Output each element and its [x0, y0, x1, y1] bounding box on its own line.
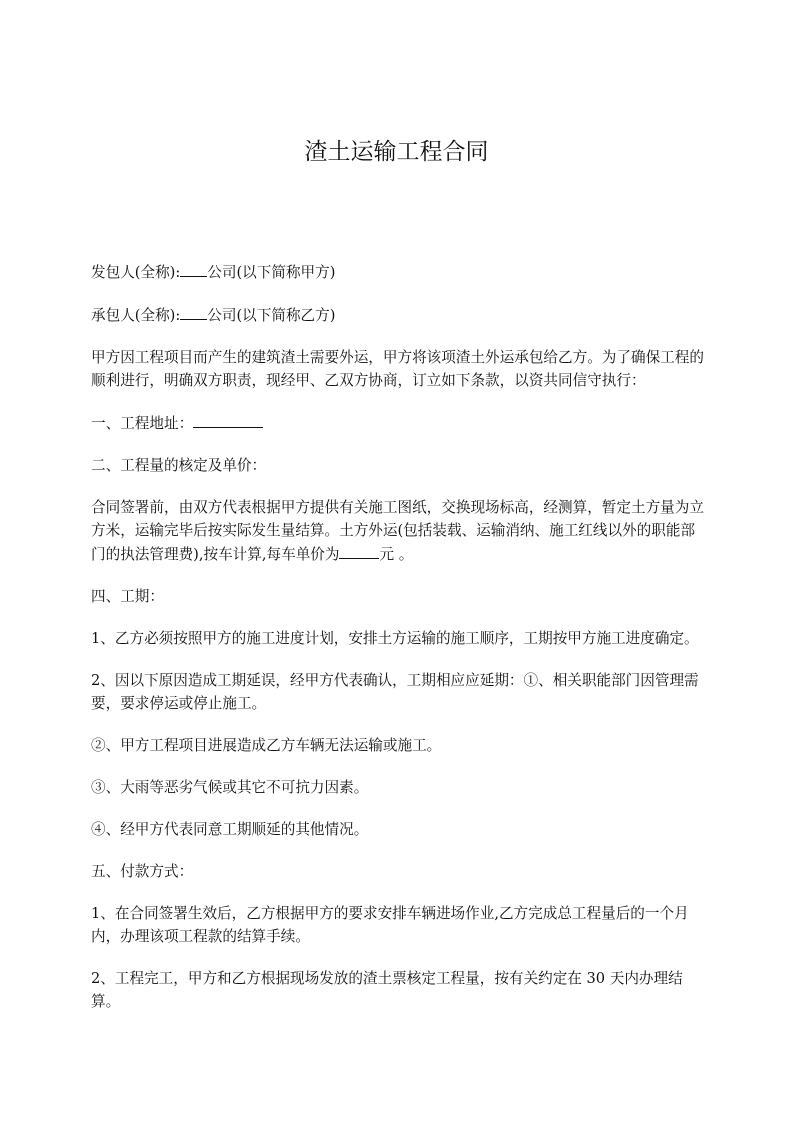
section-2-heading: 二、工程量的核定及单价：	[91, 457, 267, 474]
contractor-suffix: 公司(以下简称乙方)	[207, 307, 336, 324]
section-4-item-1: 1、乙方必须按照甲方的施工进度计划，安排土方运输的施工顺序，工期按甲方施工进度确定。	[91, 630, 699, 647]
preamble-paragraph: 甲方因工程项目而产生的建筑渣土需要外运，甲方将该项渣土外运承包给乙方。为了确保工程的顺利进行，明确双方职责，现经甲、乙双方协商，订立如下条款，以资共同信守执行：	[91, 349, 704, 389]
document-title: 渣土运输工程合同	[304, 139, 489, 165]
address-blank	[193, 411, 263, 428]
contractor-name-blank	[180, 303, 207, 320]
unit-price-blank	[339, 542, 379, 559]
section-4-item-2d: ④、经甲方代表同意工期顺延的其他情况。	[91, 821, 369, 838]
employer-line	[91, 260, 709, 284]
section-1-label: 一、工程地址：	[91, 415, 194, 432]
employer-prefix: 发包人(全称):	[91, 264, 181, 281]
contractor-prefix: 承包人(全称):	[91, 307, 181, 324]
section-5-item-2: 2、工程完工，甲方和乙方根据现场发放的渣土票核定工程量，按有关约定在 30 天内办理结算。	[91, 970, 683, 1010]
section-4-item-2c: ③、大雨等恶劣气候或其它不可抗力因素。	[91, 779, 369, 796]
contractor-line	[91, 303, 709, 327]
section-2-body-text: 合同签署前，由双方代表根据甲方提供有关施工图纸，交换现场标高，经测算，暂定土方量为立方米，运输完毕后按实际发生量结算。土方外运(包括装载、运输消纳、施工红线以外的职能部门的执法管理费),按车计算,每车单价为	[91, 499, 704, 563]
section-1-address	[91, 411, 709, 435]
section-4-heading: 四、工期：	[91, 588, 164, 605]
section-4-item-2: 2、因以下原因造成工期延误，经甲方代表确认，工期相应应延期：①、相关职能部门因管理需要，要求停运或停止施工。	[91, 672, 699, 712]
section-5-heading: 五、付款方式：	[91, 863, 194, 880]
document-body	[91, 260, 709, 1032]
section-2-body	[91, 496, 709, 566]
section-2-body-suffix: 元 。	[379, 546, 414, 563]
employer-name-blank	[180, 260, 207, 277]
section-4-item-2b: ②、甲方工程项目进展造成乙方车辆无法运输或施工。	[91, 737, 442, 754]
employer-suffix: 公司(以下简称甲方)	[207, 264, 336, 281]
section-5-item-1: 1、在合同签署生效后，乙方根据甲方的要求安排车辆进场作业,乙方完成总工程量后的一个月内，办理该项工程款的结算手续。	[91, 905, 689, 945]
